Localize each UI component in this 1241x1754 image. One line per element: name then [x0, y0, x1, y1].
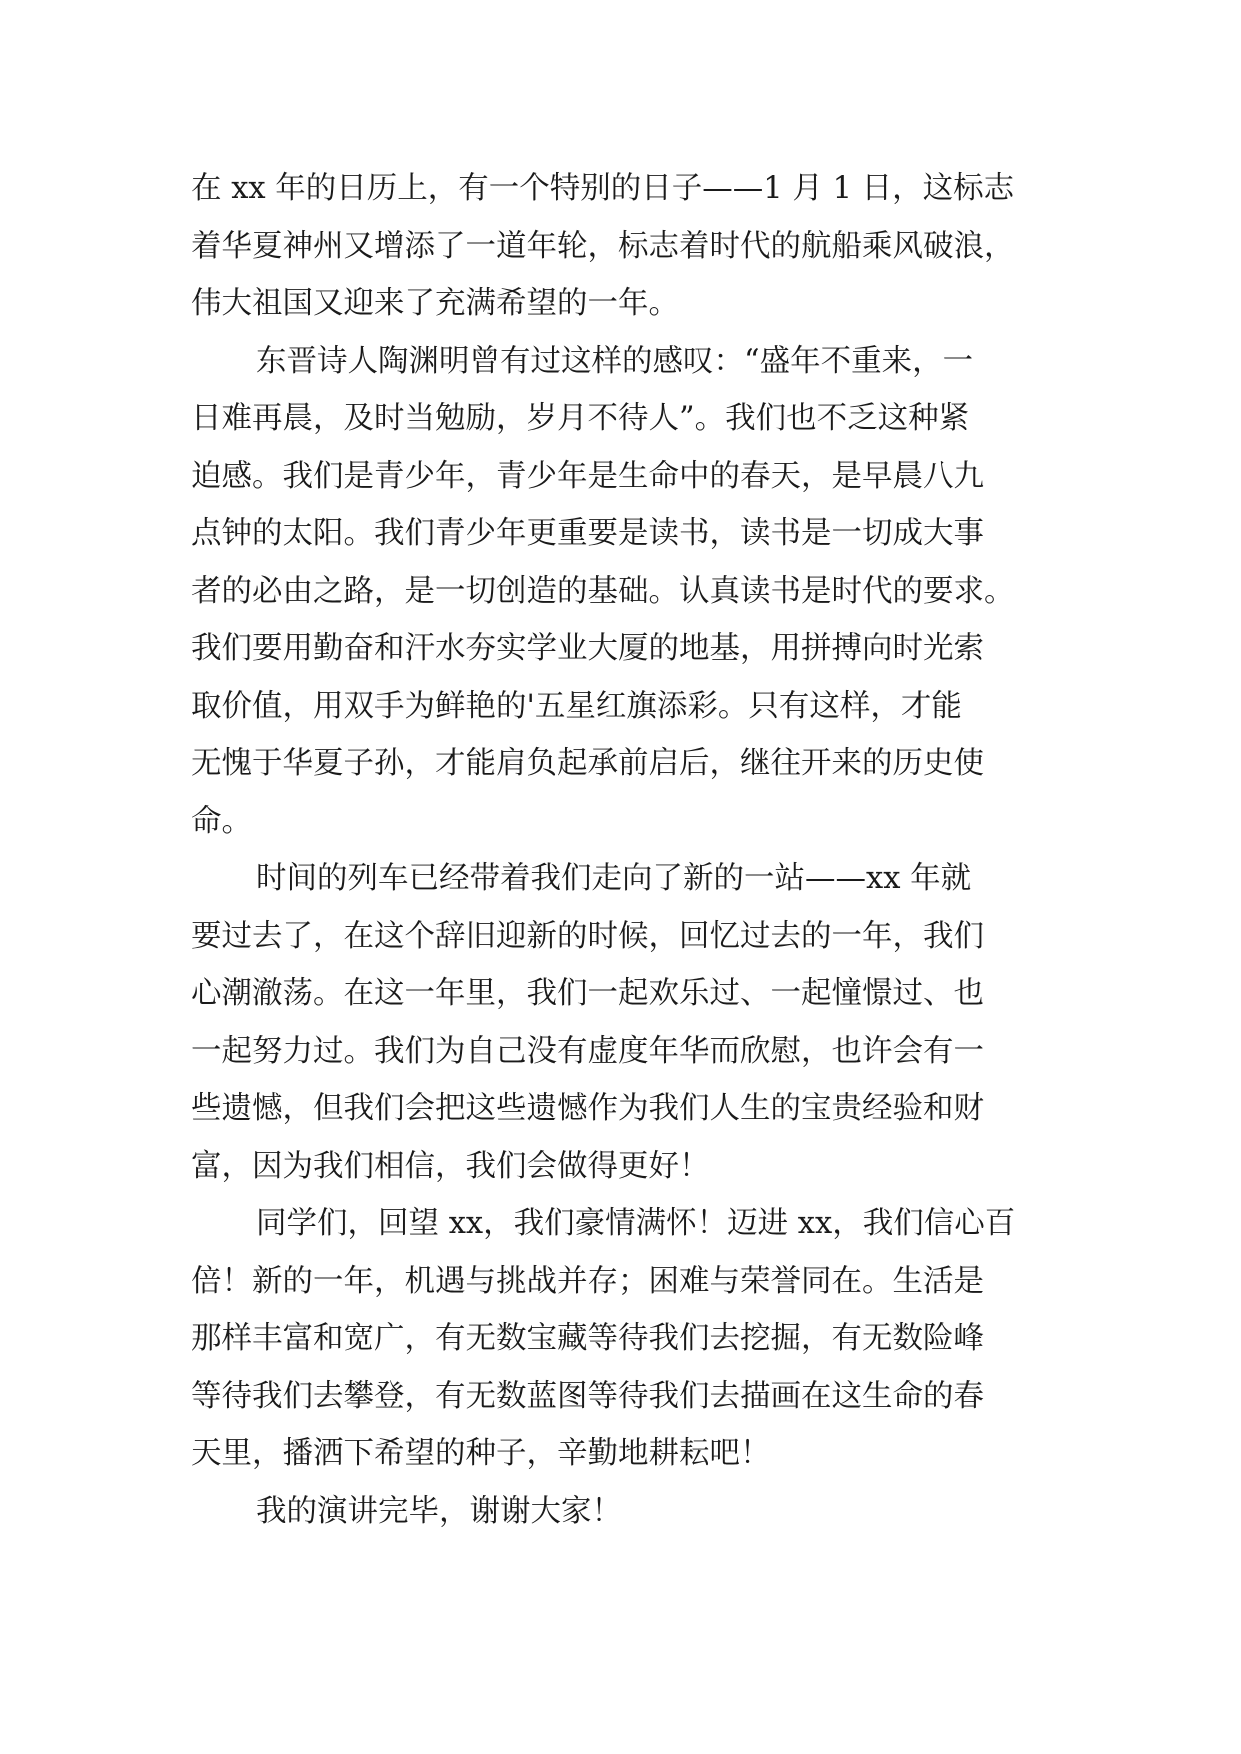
- text-line: 点钟的太阳。我们青少年更重要是读书，读书是一切成大事: [191, 516, 984, 551]
- text-line: 在 xx 年的日历上，有一个特别的日子——1 月 1 日，这标志: [191, 171, 1015, 206]
- text-line: 着华夏神州又增添了一道年轮，标志着时代的航船乘风破浪，: [191, 228, 1015, 264]
- paragraph-4: [191, 1195, 1071, 1483]
- paragraph-2: [191, 333, 1071, 851]
- paragraph-3: [191, 850, 1071, 1195]
- text-line: 无愧于华夏子孙，才能肩负起承前启后，继往开来的历史使: [191, 746, 984, 781]
- text-line: 迫感。我们是青少年，青少年是生命中的春天，是早晨八九: [191, 458, 984, 494]
- text-line: 取价值，用双手为鲜艳的'五星红旗添彩。只有这样，才能: [191, 688, 962, 724]
- text-line: 天里，播洒下希望的种子，辛勤地耕耘吧！: [191, 1436, 771, 1471]
- text-line: 一起努力过。我们为自己没有虚度年华而欣慰，也许会有一: [191, 1033, 984, 1069]
- text-line: 东晋诗人陶渊明曾有过这样的感叹：“盛年不重来，一: [256, 343, 974, 379]
- text-line: 日难再晨，及时当勉励，岁月不待人”。我们也不乏这种紧: [191, 401, 970, 436]
- paragraph-1: [191, 160, 1071, 333]
- text-line: 者的必由之路，是一切创造的基础。认真读书是时代的要求。: [191, 573, 1015, 609]
- text-line: 要过去了，在这个辞旧迎新的时候，回忆过去的一年，我们: [191, 918, 984, 954]
- text-line: 我的演讲完毕，谢谢大家！: [256, 1493, 622, 1529]
- text-line: 倍！新的一年，机遇与挑战并存；困难与荣誉同在。生活是: [191, 1263, 984, 1299]
- text-line: 时间的列车已经带着我们走向了新的一站——xx 年就: [256, 861, 972, 896]
- text-line: 同学们，回望 xx，我们豪情满怀！迈进 xx，我们信心百: [256, 1206, 1016, 1241]
- text-line: 富，因为我们相信，我们会做得更好！: [191, 1148, 710, 1184]
- text-line: 那样丰富和宽广，有无数宝藏等待我们去挖掘，有无数险峰: [191, 1321, 984, 1356]
- text-line: 我们要用勤奋和汗水夯实学业大厦的地基，用拼搏向时光索: [191, 631, 984, 666]
- text-line: 伟大祖国又迎来了充满希望的一年。: [191, 286, 679, 321]
- text-line: 心潮澈荡。在这一年里，我们一起欢乐过、一起憧憬过、也: [191, 976, 984, 1011]
- paragraph-5: [191, 1483, 1071, 1541]
- text-line: 等待我们去攀登，有无数蓝图等待我们去描画在这生命的春: [191, 1378, 984, 1414]
- speech-text: [191, 160, 1071, 1540]
- text-line: 些遗憾，但我们会把这些遗憾作为我们人生的宝贵经验和财: [191, 1091, 984, 1126]
- text-line: 命。: [191, 803, 252, 839]
